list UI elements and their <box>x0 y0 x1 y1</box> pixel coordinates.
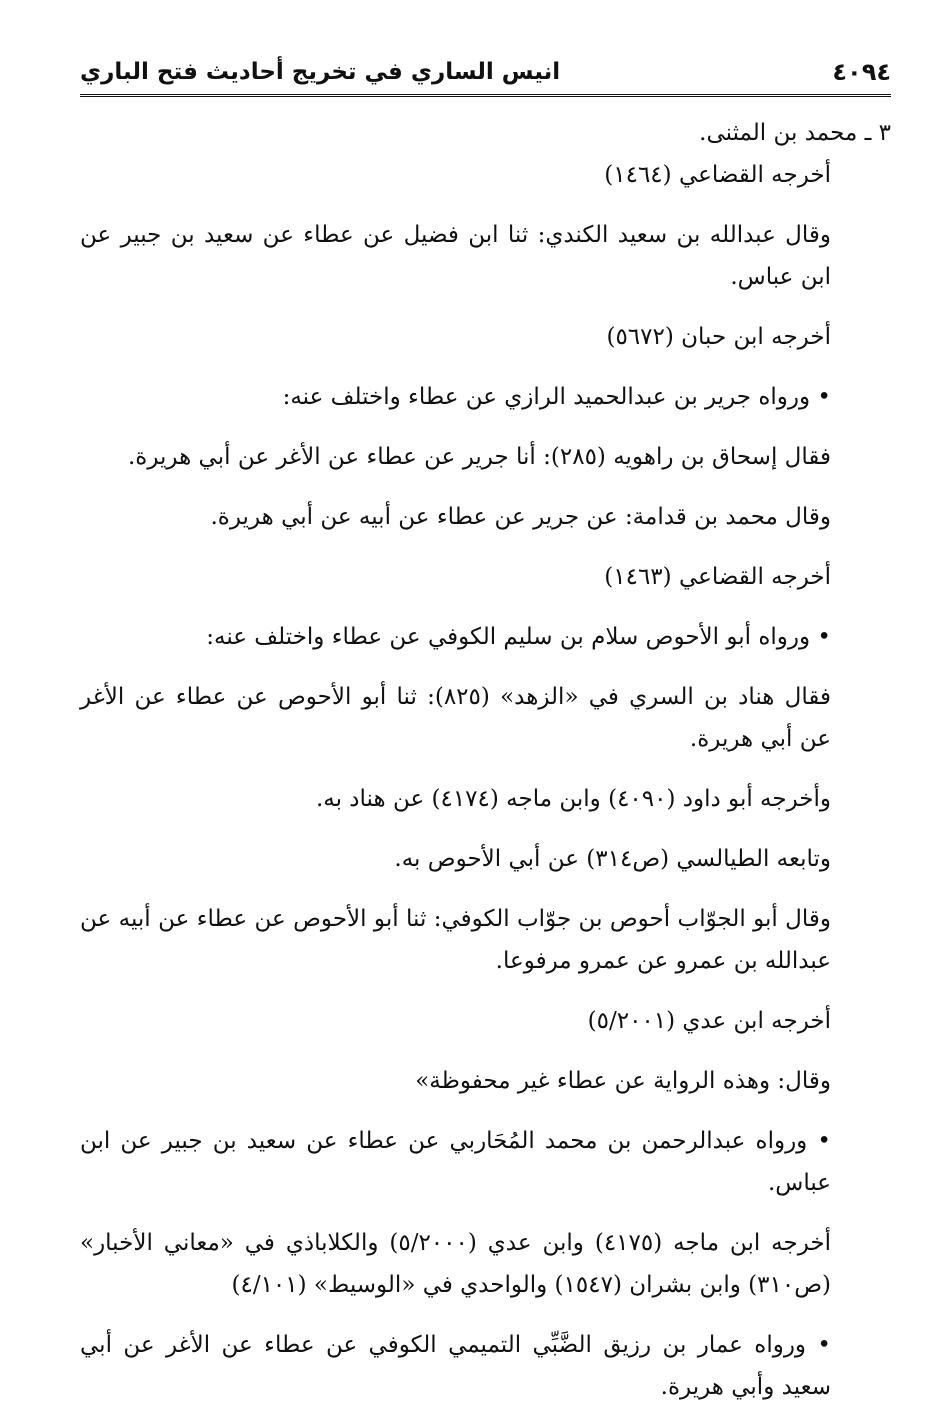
paragraph: فقال إسحاق بن راهويه (٢٨٥): أنا جرير عن عطاء عن الأغر عن أبي هريرة. <box>127 444 831 470</box>
paragraph: وقال أبو الجوّاب أحوص بن جوّاب الكوفي: ثنا أبو الأحوص عن عطاء عن أبيه عن عبدالله بن عمرو عن عمرو مرفوعا. <box>80 906 831 974</box>
paragraph: ٣ ـ محمد بن المثنى. <box>699 120 891 146</box>
bullet-paragraph: • ورواه جرير بن عبدالحميد الرازي عن عطاء واختلف عنه: <box>80 376 891 418</box>
book-title: انيس الساري في تخريج أحاديث فتح الباري <box>80 59 561 85</box>
paragraph: وقال عبدالله بن سعيد الكندي: ثنا ابن فضيل عن عطاء عن سعيد بن جبير عن ابن عباس. <box>80 222 831 290</box>
paragraph: أخرجه ابن ماجه (٤١٧٥) وابن عدي (٥/٢٠٠٠) والكلاباذي في «معاني الأخبار» (ص٣١٠) وابن بشران (١٥٤٧) والواحدي في «الوسيط» (٤/١٠١) <box>80 1230 832 1298</box>
paragraph: أخرجه القضاعي (١٤٦٤) <box>604 162 831 188</box>
bullet-paragraph: • ورواه أبو الأحوص سلام بن سليم الكوفي عن عطاء واختلف عنه: <box>80 616 891 658</box>
paragraph: أخرجه القضاعي (١٤٦٣) <box>604 564 831 590</box>
bullet-paragraph: • ورواه عبدالرحمن بن محمد المُحَاربي عن عطاء عن سعيد بن جبير عن ابن عباس. <box>80 1120 891 1204</box>
page-header <box>80 50 891 97</box>
paragraph: أخرجه ابن عدي (٥/٢٠٠١) <box>587 1008 831 1034</box>
paragraph: وتابعه الطيالسي (ص٣١٤) عن أبي الأحوص به. <box>394 846 831 872</box>
paragraph: وأخرجه أبو داود (٤٠٩٠) وابن ماجه (٤١٧٤) عن هناد به. <box>315 786 831 812</box>
page-number: ٤٠٩٤ <box>832 58 891 86</box>
paragraph: أخرجه ابن حبان (٥٦٧٢) <box>606 324 831 350</box>
paragraph: وقال: وهذه الرواية عن عطاء غير محفوظة» <box>415 1068 831 1094</box>
body-text <box>80 112 891 1408</box>
bullet-paragraph: • ورواه عمار بن رزيق الضَّبِّي التميمي الكوفي عن عطاء عن الأغر عن أبي سعيد وأبي هريرة. <box>80 1324 891 1408</box>
paragraph: فقال هناد بن السري في «الزهد» (٨٢٥): ثنا أبو الأحوص عن عطاء عن الأغر عن أبي هريرة. <box>80 684 831 752</box>
paragraph: وقال محمد بن قدامة: عن جرير عن عطاء عن أبيه عن أبي هريرة. <box>210 504 831 530</box>
